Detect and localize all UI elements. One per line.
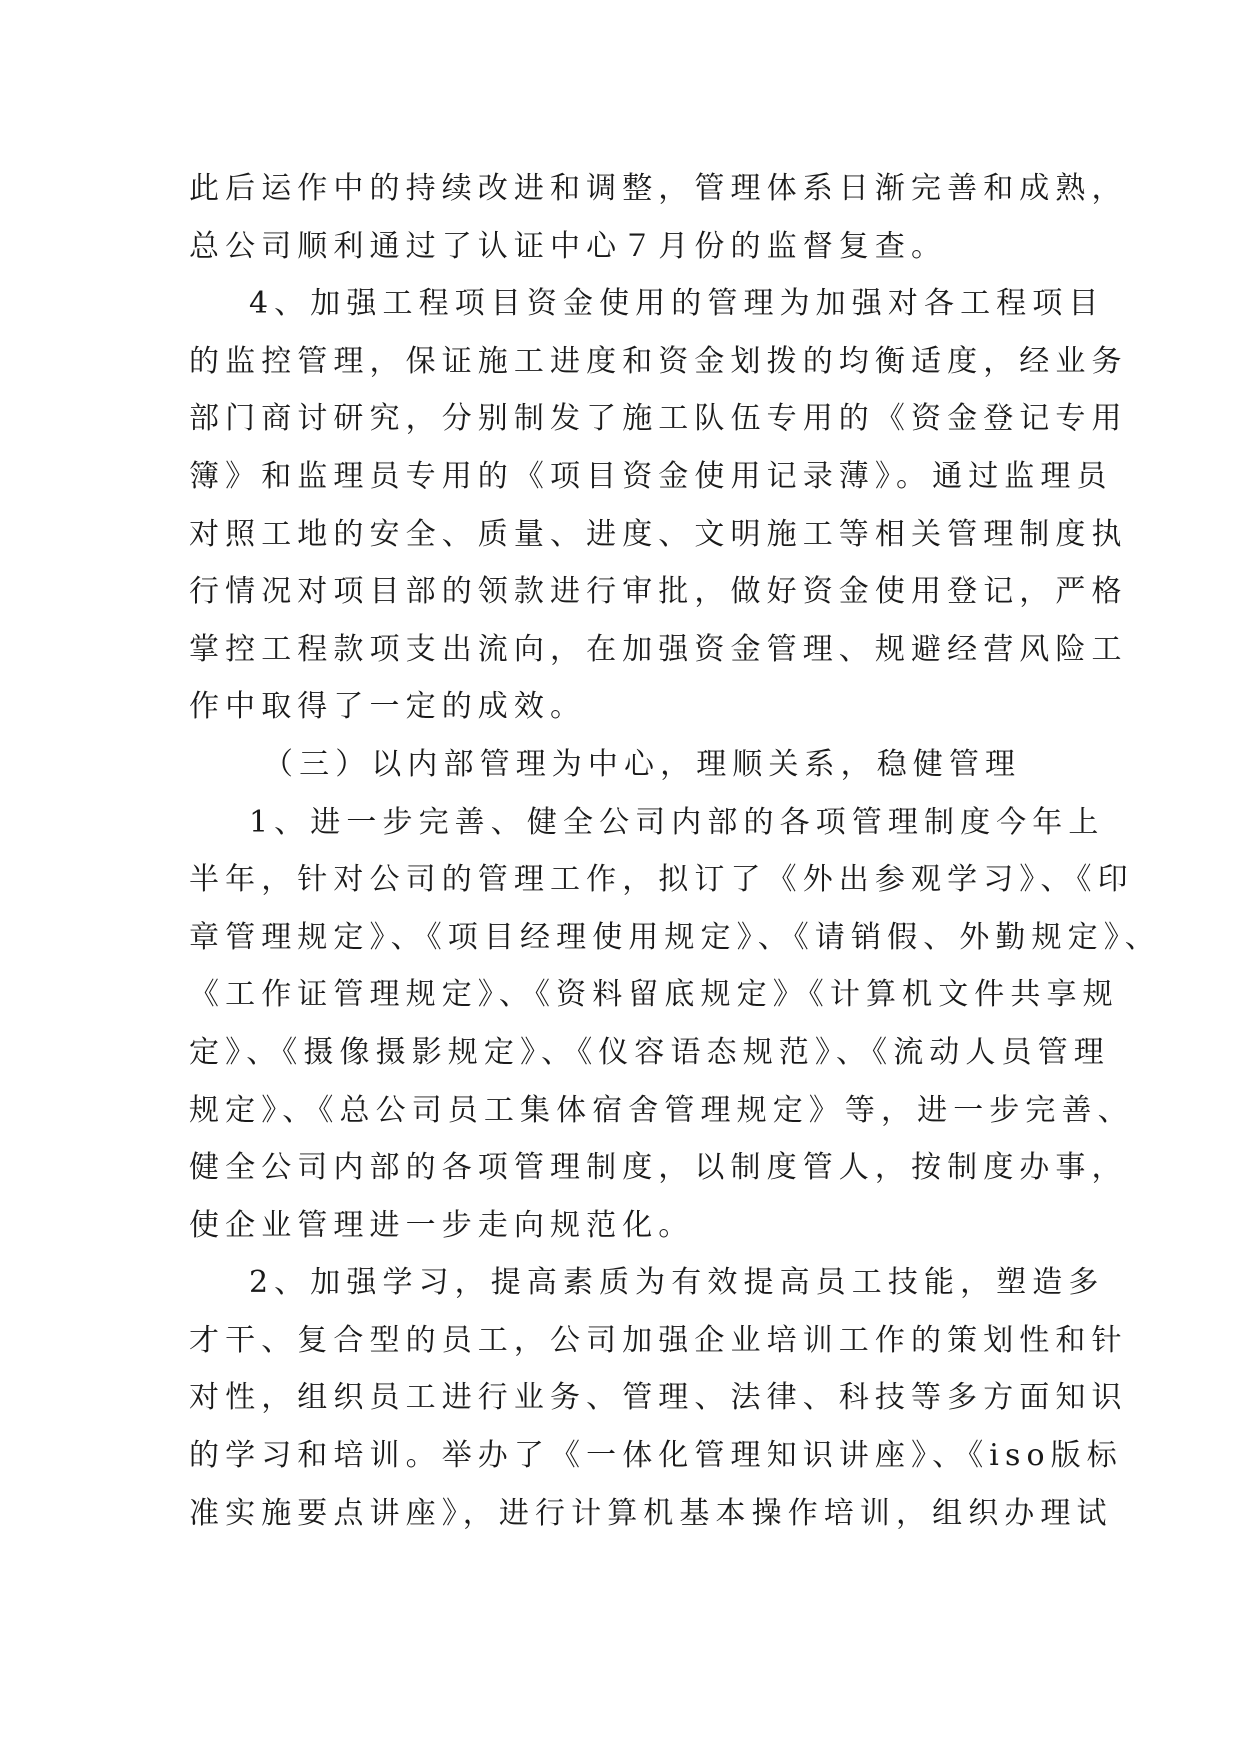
- text-line: 对性，组织员工进行业务、管理、法律、科技等多方面知识: [189, 1380, 1128, 1416]
- text-line: 章管理规定》、《项目经理使用规定》、《请销假、外勤规定》、: [189, 919, 1161, 955]
- text-line: 总公司顺利通过了认证中心７月份的监督复查。: [189, 228, 948, 264]
- section-heading-3: （三）以内部管理为中心，理顺关系，稳健管理: [263, 746, 1022, 782]
- text-line: 的监控管理，保证施工进度和资金划拨的均衡适度，经业务: [189, 343, 1128, 379]
- section-heading-1: 1、进一步完善、健全公司内部的各项管理制度今年上: [249, 804, 1105, 840]
- body-text: [189, 160, 1161, 1542]
- text-line: 《工作证管理规定》、《资料留底规定》《计算机文件共享规: [189, 977, 1119, 1013]
- text-line: 簿》和监理员专用的《项目资金使用记录薄》。通过监理员: [189, 458, 1113, 494]
- text-line: 作中取得了一定的成效。: [189, 689, 587, 725]
- text-line: 半年，针对公司的管理工作，拟订了《外出参观学习》、《印: [189, 862, 1134, 898]
- text-line: 准实施要点讲座》，进行计算机基本操作培训，组织办理试: [189, 1495, 1113, 1531]
- text-line: 使企业管理进一步走向规范化。: [189, 1207, 695, 1243]
- text-line: 规定》、《总公司员工集体宿舍管理规定》等，进一步完善、: [189, 1092, 1134, 1128]
- text-line: 对照工地的安全、质量、进度、文明施工等相关管理制度执: [189, 516, 1128, 552]
- text-line: 部门商讨研究，分别制发了施工队伍专用的《资金登记专用: [189, 401, 1128, 437]
- text-line: 此后运作中的持续改进和调整，管理体系日渐完善和成熟，: [189, 171, 1128, 206]
- section-heading-2: 2、加强学习，提高素质为有效提高员工技能，塑造多: [249, 1265, 1105, 1301]
- section-heading-4: 4、加强工程项目资金使用的管理为加强对各工程项目: [249, 286, 1105, 322]
- text-line: 定》、《摄像摄影规定》、《仪容语态规范》、《流动人员管理: [189, 1034, 1110, 1070]
- text-line: 健全公司内部的各项管理制度，以制度管人，按制度办事，: [189, 1150, 1128, 1186]
- text-line: 的学习和培训。举办了《一体化管理知识讲座》、《iso版标: [189, 1438, 1123, 1474]
- text-line: 掌控工程款项支出流向，在加强资金管理、规避经营风险工: [189, 631, 1128, 667]
- text-line: 行情况对项目部的领款进行审批，做好资金使用登记，严格: [189, 574, 1128, 610]
- text-line: 才干、复合型的员工，公司加强企业培训工作的策划性和针: [189, 1322, 1128, 1358]
